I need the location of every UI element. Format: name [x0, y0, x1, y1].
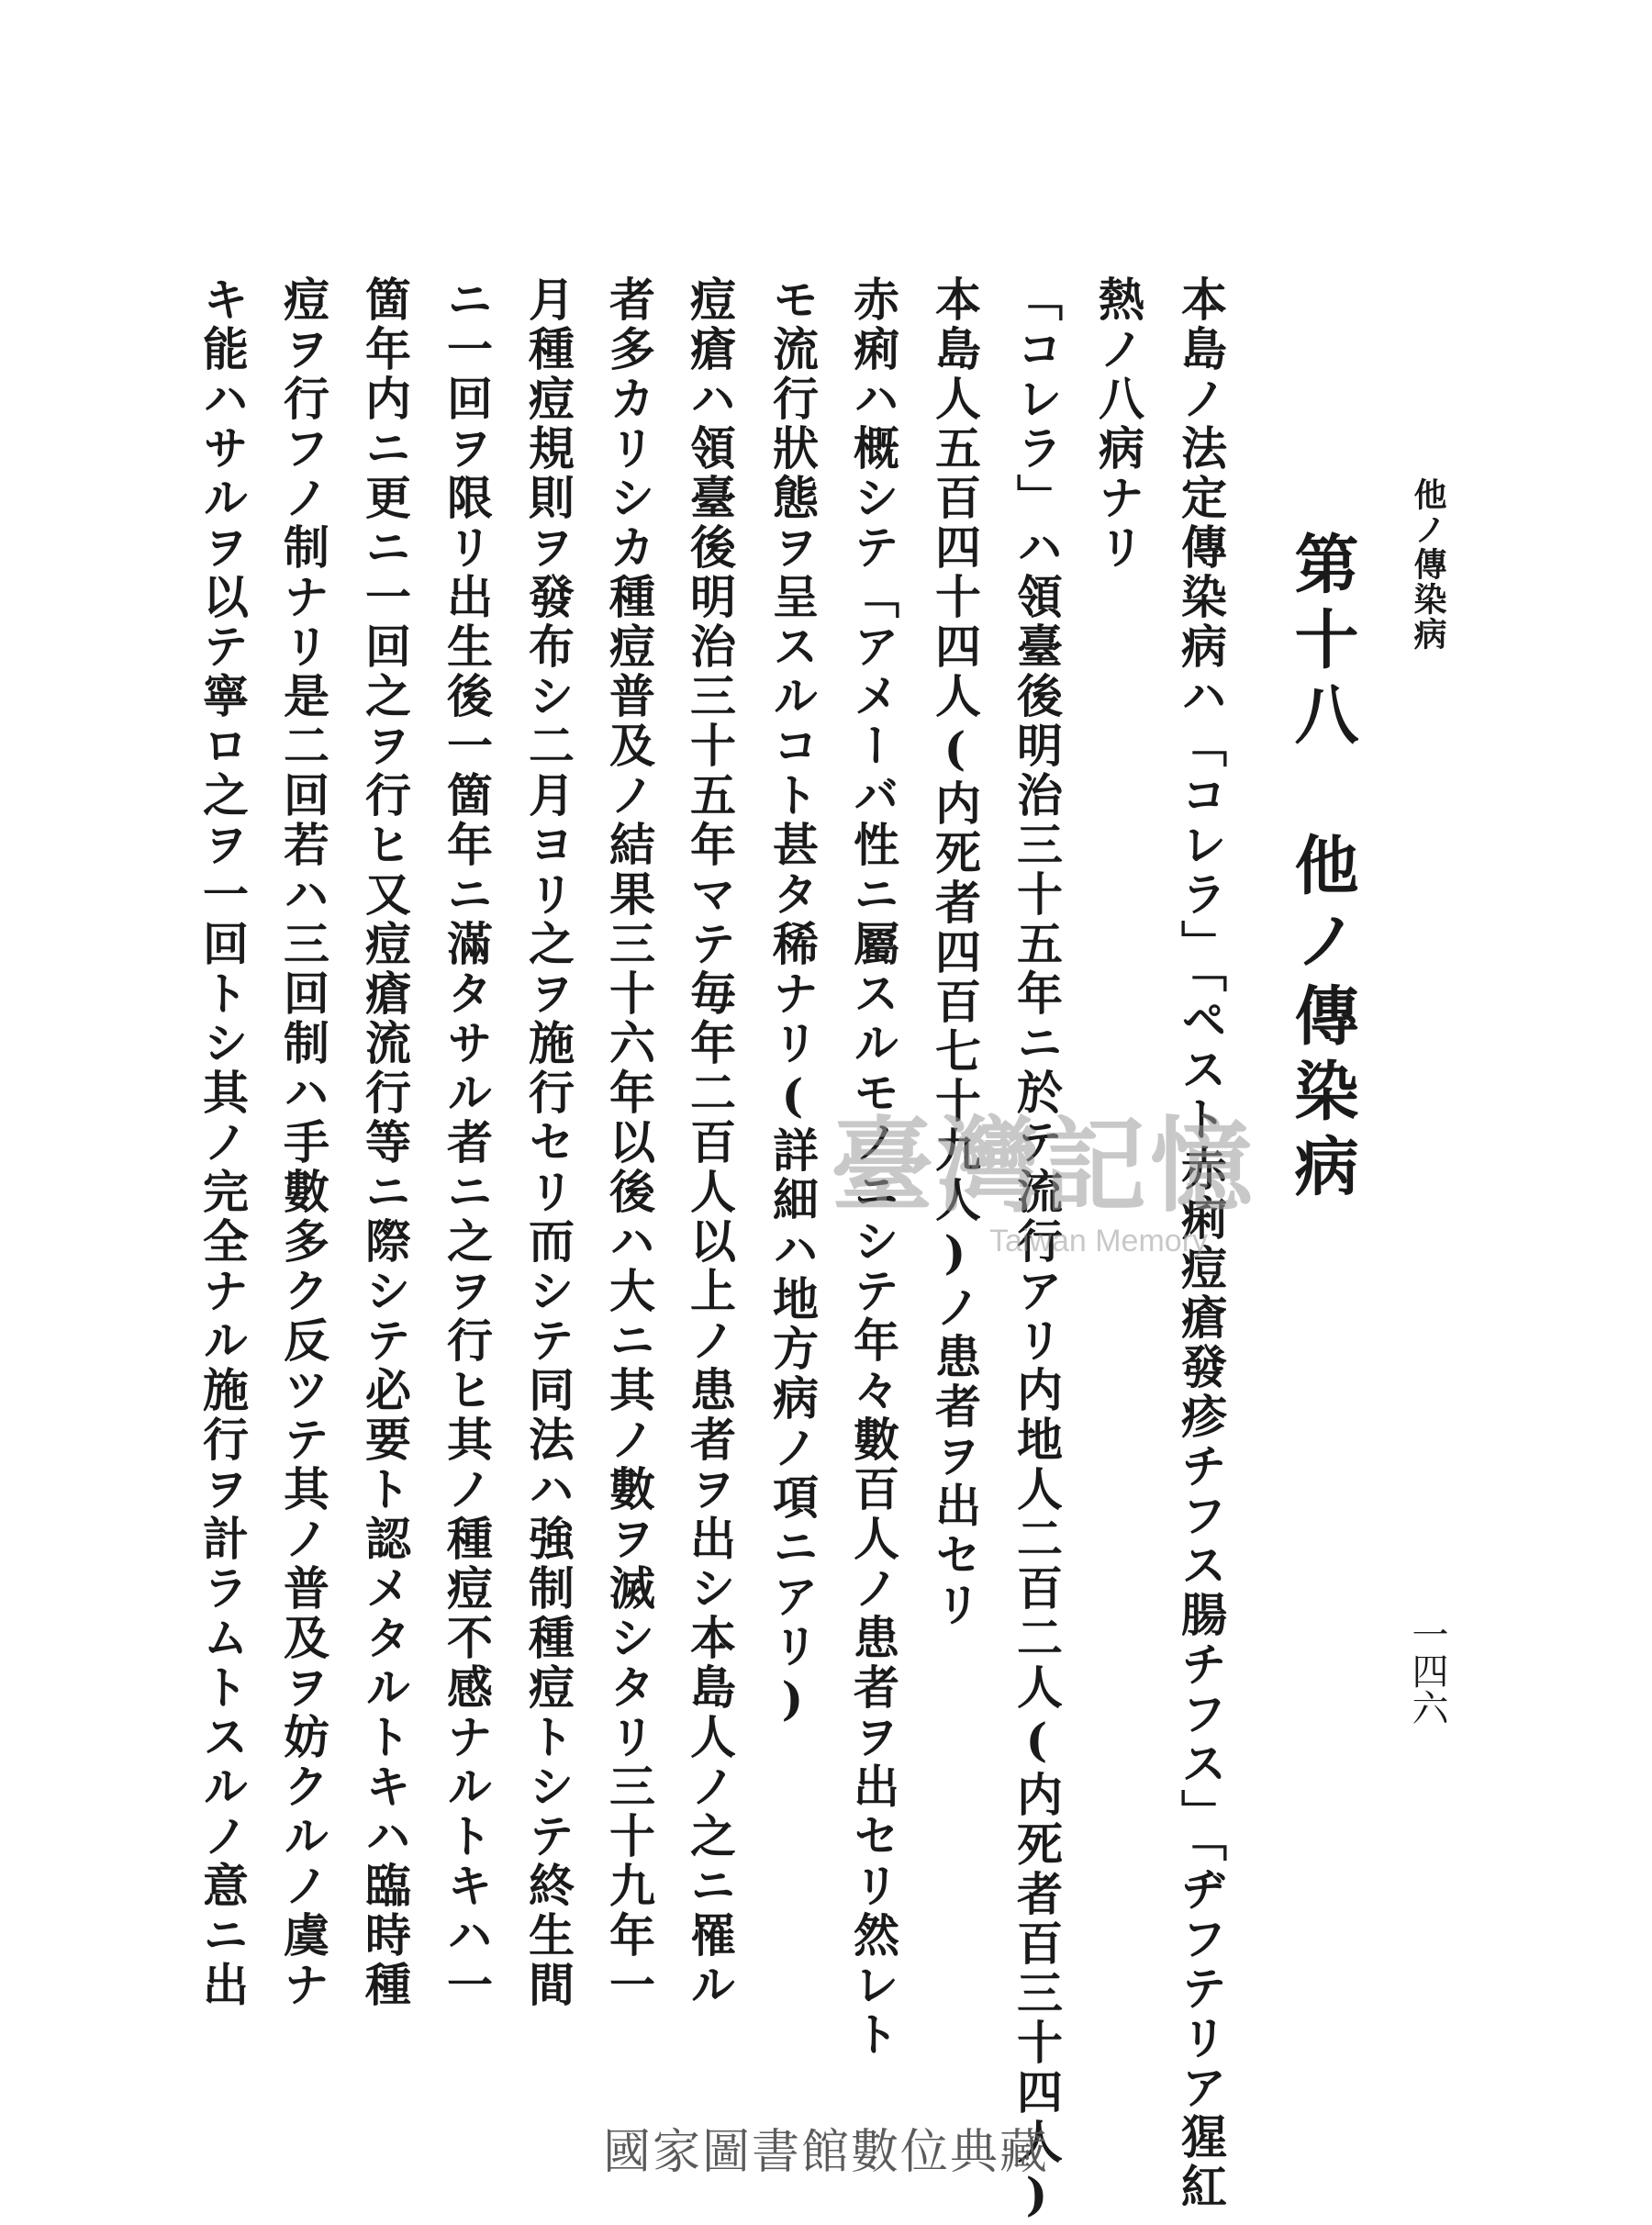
- body-line-5: 赤痢ハ概シテ「アメーバ性ニ屬スルモノニシテ年々數百人ノ患者ヲ出セリ然レト: [846, 275, 900, 2060]
- body-line-2: 熱ノ八病ナリ: [1091, 275, 1145, 573]
- body-line-4: 本島人五百四十四人(内死者四百七十九人)ノ患者ヲ出セリ: [928, 275, 982, 1630]
- body-line-8: 者多カリシカ種痘普及ノ結果三十六年以後ハ大ニ其ノ數ヲ滅シタリ三十九年一: [602, 275, 656, 2010]
- footer-credit: 國家圖書館數位典藏: [602, 2125, 1049, 2180]
- body-line-12: 痘ヲ行フノ制ナリ是二回若ハ三回制ハ手數多ク反ツテ其ノ普及ヲ妨クルノ虞ナ: [276, 275, 330, 2010]
- body-line-10: ニ一回ヲ限リ出生後一箇年ニ滿タサル者ニ之ヲ行ヒ其ノ種痘不感ナルトキハ一: [440, 275, 494, 2010]
- chapter-title: 第十八 他ノ傳染病: [1284, 531, 1360, 1208]
- watermark-chinese: 臺灣記憶: [831, 1106, 1256, 1226]
- body-line-13: キ能ハサルヲ以テ寧ロ之ヲ一回トシ其ノ完全ナル施行ヲ計ラムトスルノ意ニ出: [195, 275, 250, 2010]
- running-head: 他ノ傳染病: [1409, 477, 1447, 652]
- watermark: [831, 1106, 1256, 1259]
- body-line-9: 月種痘規則ヲ發布シ二月ヨリ之ヲ施行セリ而シテ同法ハ強制種痘トシテ終生間: [521, 275, 575, 2010]
- body-line-7: 痘瘡ハ領臺後明治三十五年マテ毎年二百人以上ノ患者ヲ出シ本島人ノ之ニ罹ル: [683, 275, 737, 2010]
- watermark-english: Taiwan Memory: [988, 1224, 1209, 1258]
- body-line-3: 「コレラ」ハ領臺後明治三十五年ニ於テ流行アリ内地人二百二人(内死者百三十四人): [1010, 275, 1064, 2225]
- page-number: 一四六: [1406, 1616, 1448, 1726]
- body-line-11: 箇年内ニ更ニ一回之ヲ行ヒ又痘瘡流行等ニ際シテ必要ト認メタルトキハ臨時種: [358, 275, 412, 2010]
- body-line-1: 本島ノ法定傳染病ハ「コレラ」「ペスト赤痢痘瘡發疹チフス腸チフス」「ヂフテリア猩紅: [1174, 275, 1228, 2212]
- body-line-6: モ流行狀態ヲ呈スルコト甚タ稀ナリ(詳細ハ地方病ノ項ニアリ): [765, 275, 820, 1729]
